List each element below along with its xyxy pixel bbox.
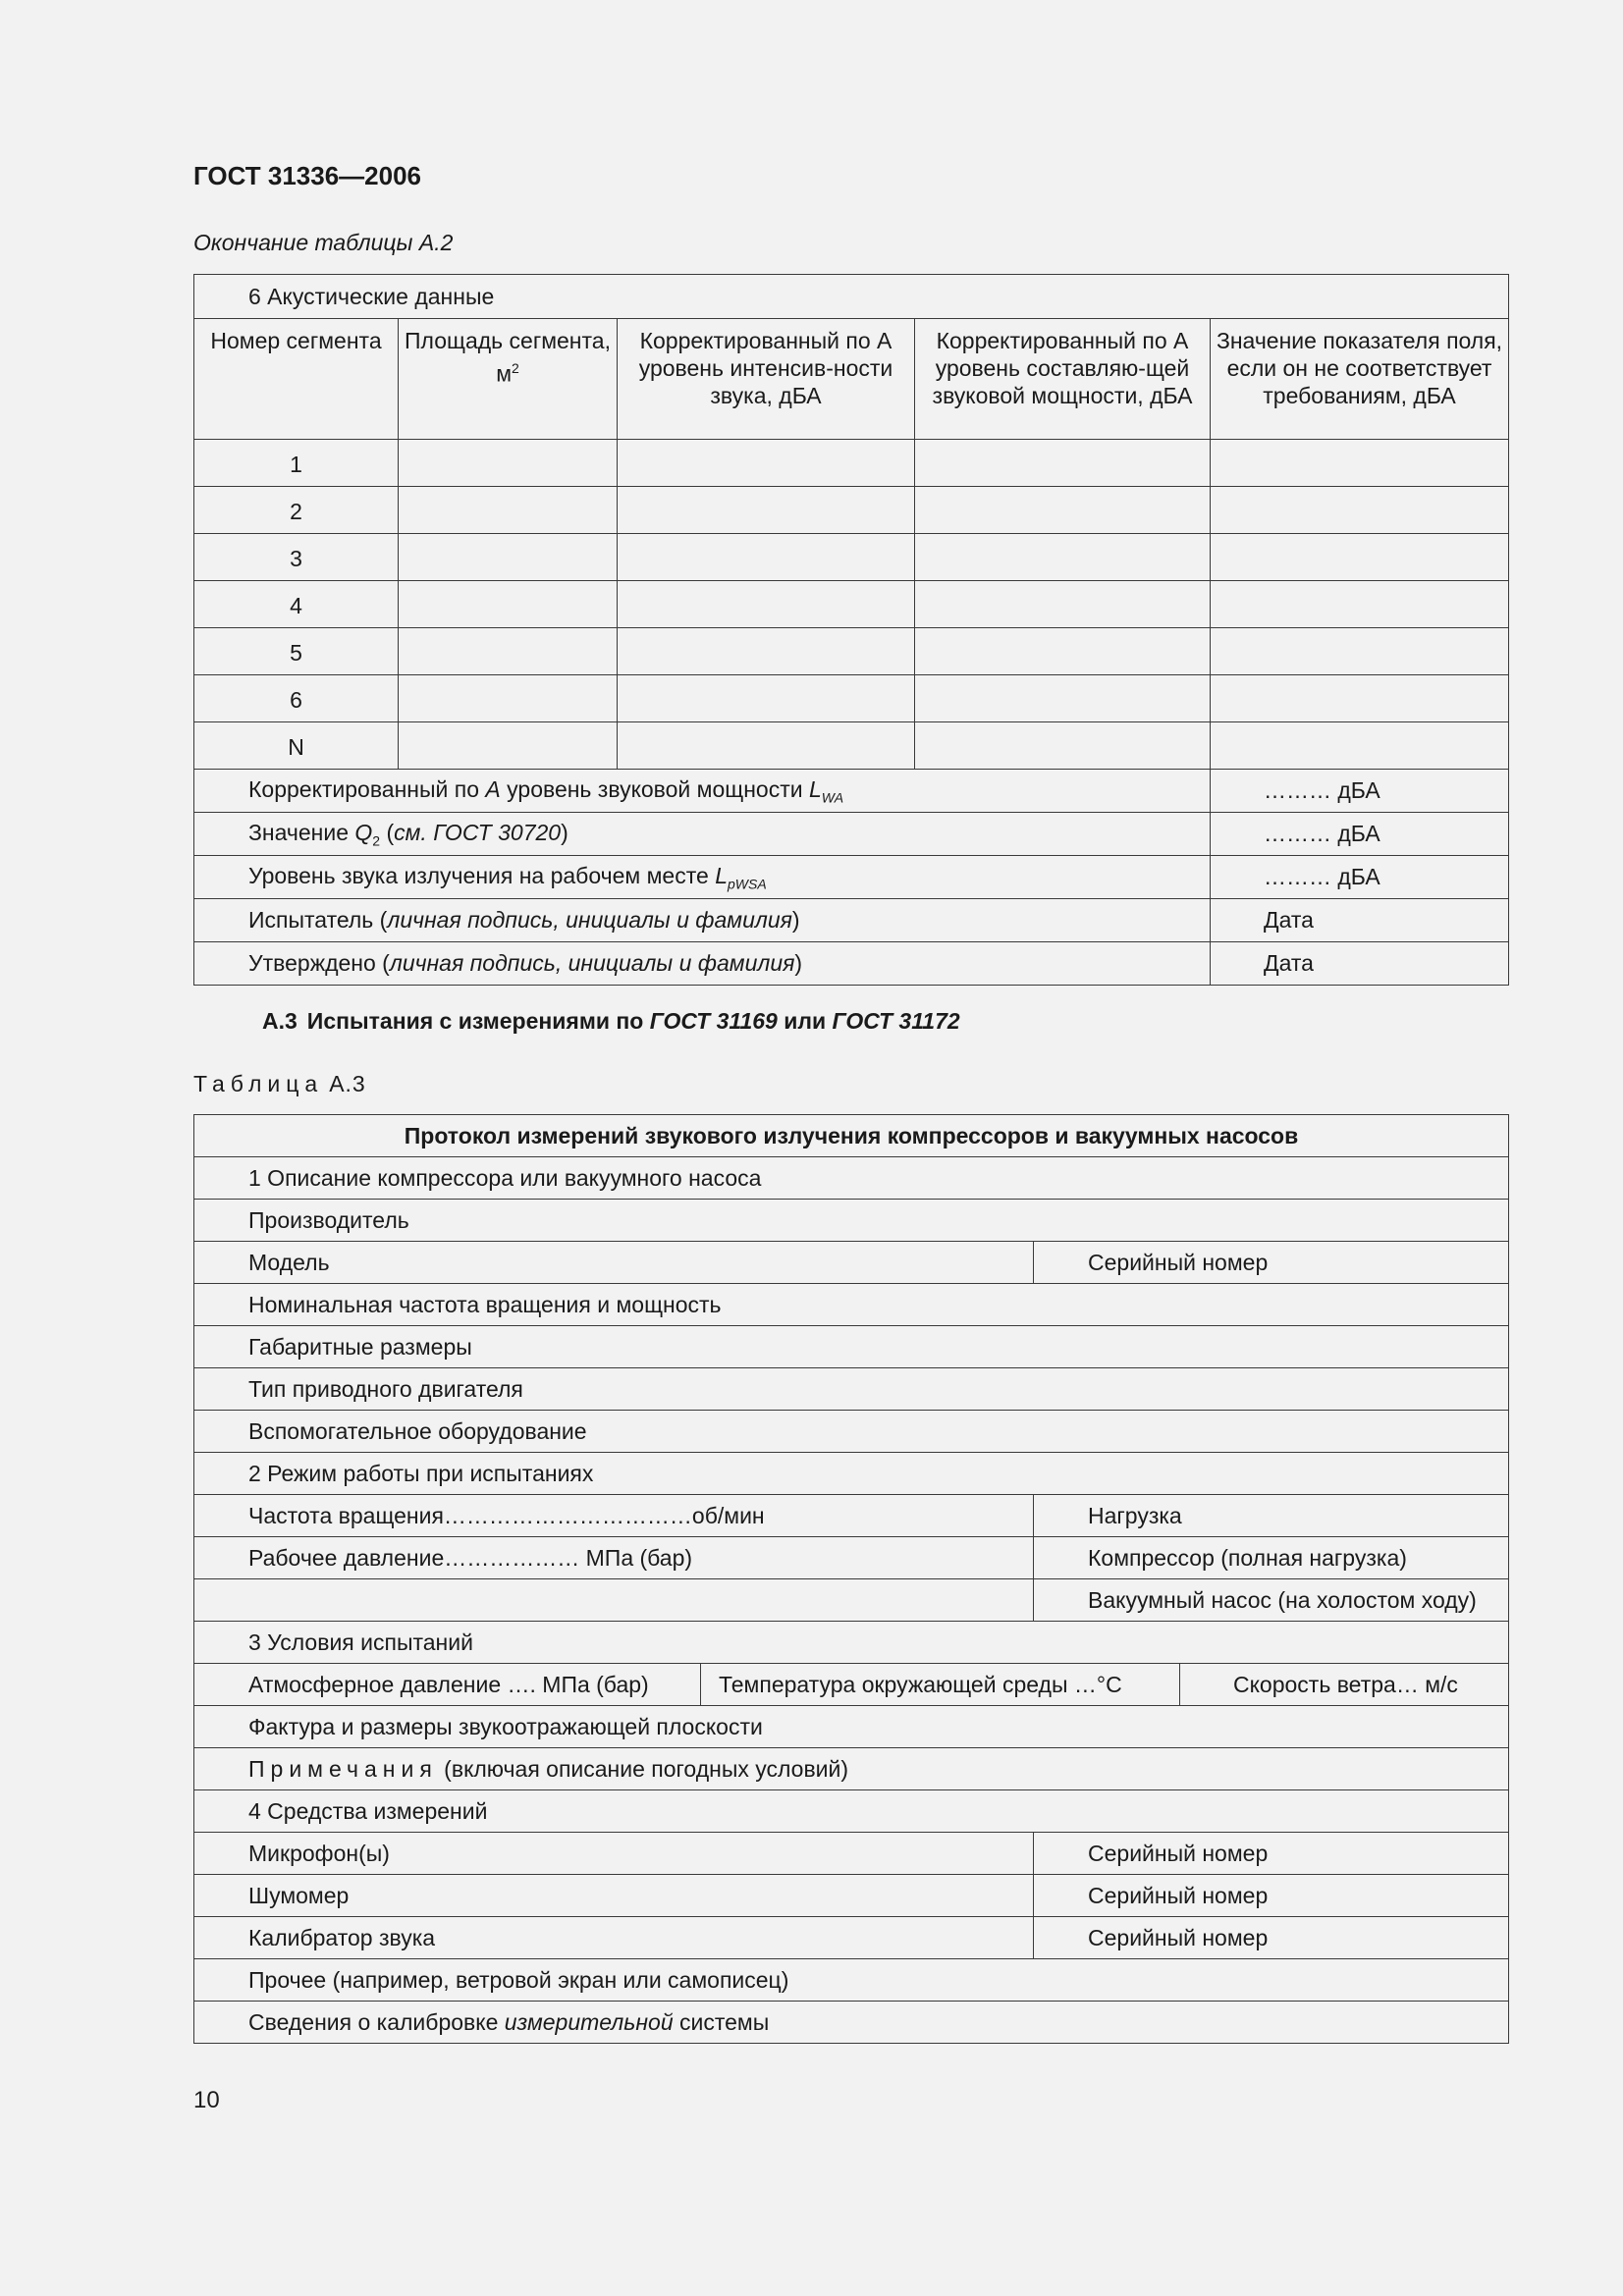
manufacturer-row: Производитель [194,1200,1509,1242]
empty-cell [915,628,1211,675]
approved-date: Дата [1211,942,1509,986]
q2-value: ……… дБА [1211,813,1509,856]
col-header-power-level-component: Корректированный по А уровень составляю-щей звуковой мощности, дБА [915,319,1211,440]
col-header-field-indicator: Значение показателя поля, если он не соответствует требованиям, дБА [1211,319,1509,440]
empty-cell [618,440,915,487]
model-serial-number: Серийный номер [1034,1242,1509,1284]
notes-row: Примечания (включая описание погодных условий) [194,1748,1509,1790]
segment-number: 6 [194,675,399,722]
empty-cell [618,722,915,770]
empty-cell [399,628,618,675]
table-a2 [193,274,1509,986]
section-4-heading: 4 Средства измерений [194,1790,1509,1833]
table-a2-caption: Окончание таблицы А.2 [193,230,454,255]
empty-cell [399,534,618,581]
empty-cell [1211,534,1509,581]
wind-speed-cell: Скорость ветра… м/с [1179,1664,1508,1705]
segment-number: 4 [194,581,399,628]
q2-value-label: Значение $Q_2$ (см. ГОСТ 30720) [194,813,1211,856]
section-a3-heading: А.3 Испытания с измерениями по ГОСТ 31169 или ГОСТ 31172 [262,1008,960,1034]
segment-number: 5 [194,628,399,675]
empty-cell [915,534,1211,581]
empty-cell [618,487,915,534]
empty-cell [399,581,618,628]
empty-cell [399,440,618,487]
empty-cell [1211,675,1509,722]
workplace-sound-level-label: Уровень звука излучения на рабочем месте $L_{pWSA}$ [194,856,1211,899]
empty-cell [1211,722,1509,770]
sound-meter-cell: Шумомер [194,1875,1034,1917]
rotation-speed-cell: Частота вращения……………………………об/мин [194,1495,1034,1537]
segment-number: N [194,722,399,770]
section-2-heading: 2 Режим работы при испытаниях [194,1453,1509,1495]
empty-cell [915,440,1211,487]
auxiliary-equipment-row: Вспомогательное оборудование [194,1411,1509,1453]
model-cell: Модель [194,1242,1034,1284]
empty-cell [1211,487,1509,534]
col-header-segment-number: Номер сегмента [194,319,399,440]
empty-cell [915,581,1211,628]
empty-cell [399,487,618,534]
acoustic-data-heading: 6 Акустические данные [194,275,1509,319]
sound-meter-serial-number: Серийный номер [1034,1875,1509,1917]
compressor-load-cell: Компрессор (полная нагрузка) [1034,1537,1509,1579]
workplace-sound-level-value: ……… дБА [1211,856,1509,899]
calibration-info-row: Сведения о калибровке измерительной системы [194,2002,1509,2044]
calibrator-cell: Калибратор звука [194,1917,1034,1959]
empty-cell [618,581,915,628]
tester-date: Дата [1211,899,1509,942]
empty-cell [194,1579,1034,1622]
table-a3-label: Таблица А.3 [193,1071,366,1096]
table-a3 [193,1114,1509,2044]
microphone-cell: Микрофон(ы) [194,1833,1034,1875]
col-header-intensity-level: Корректированный по А уровень интенсив-ности звука, дБА [618,319,915,440]
nominal-speed-power-row: Номинальная частота вращения и мощность [194,1284,1509,1326]
calibrator-serial-number: Серийный номер [1034,1917,1509,1959]
empty-cell [1211,628,1509,675]
empty-cell [618,628,915,675]
empty-cell [618,675,915,722]
empty-cell [915,675,1211,722]
working-pressure-cell: Рабочее давление……………… МПа (бар) [194,1537,1034,1579]
temperature-cell: Температура окружающей среды …°С [700,1664,1179,1705]
empty-cell [915,487,1211,534]
empty-cell [915,722,1211,770]
vacuum-pump-cell: Вакуумный насос (на холостом ходу) [1034,1579,1509,1622]
atm-pressure-cell: Атмосферное давление …. МПа (бар) [248,1671,649,1697]
document-title: ГОСТ 31336—2006 [193,161,421,190]
section-1-heading: 1 Описание компрессора или вакуумного насоса [194,1157,1509,1200]
sound-power-level-value: ……… дБА [1211,770,1509,813]
drive-type-row: Тип приводного двигателя [194,1368,1509,1411]
empty-cell [399,675,618,722]
reflecting-surface-row: Фактура и размеры звукоотражающей плоскости [194,1706,1509,1748]
empty-cell [618,534,915,581]
dimensions-row: Габаритные размеры [194,1326,1509,1368]
empty-cell [1211,581,1509,628]
segment-number: 1 [194,440,399,487]
segment-number: 2 [194,487,399,534]
col-header-segment-area: Площадь сегмента, $м^2$ [399,319,618,440]
segment-number: 3 [194,534,399,581]
page-number: 10 [193,2087,220,2113]
other-equipment-row: Прочее (например, ветровой экран или самописец) [194,1959,1509,2002]
section-3-heading: 3 Условия испытаний [194,1622,1509,1664]
empty-cell [399,722,618,770]
sound-power-level-label: Корректированный по А уровень звуковой мощности $L_{WA}$ [194,770,1211,813]
tester-signature-label: Испытатель (личная подпись, инициалы и фамилия) [194,899,1211,942]
microphone-serial-number: Серийный номер [1034,1833,1509,1875]
approved-signature-label: Утверждено (личная подпись, инициалы и фамилия) [194,942,1211,986]
protocol-title: Протокол измерений звукового излучения компрессоров и вакуумных насосов [194,1115,1509,1157]
load-cell: Нагрузка [1034,1495,1509,1537]
empty-cell [1211,440,1509,487]
conditions-row [194,1664,1509,1706]
